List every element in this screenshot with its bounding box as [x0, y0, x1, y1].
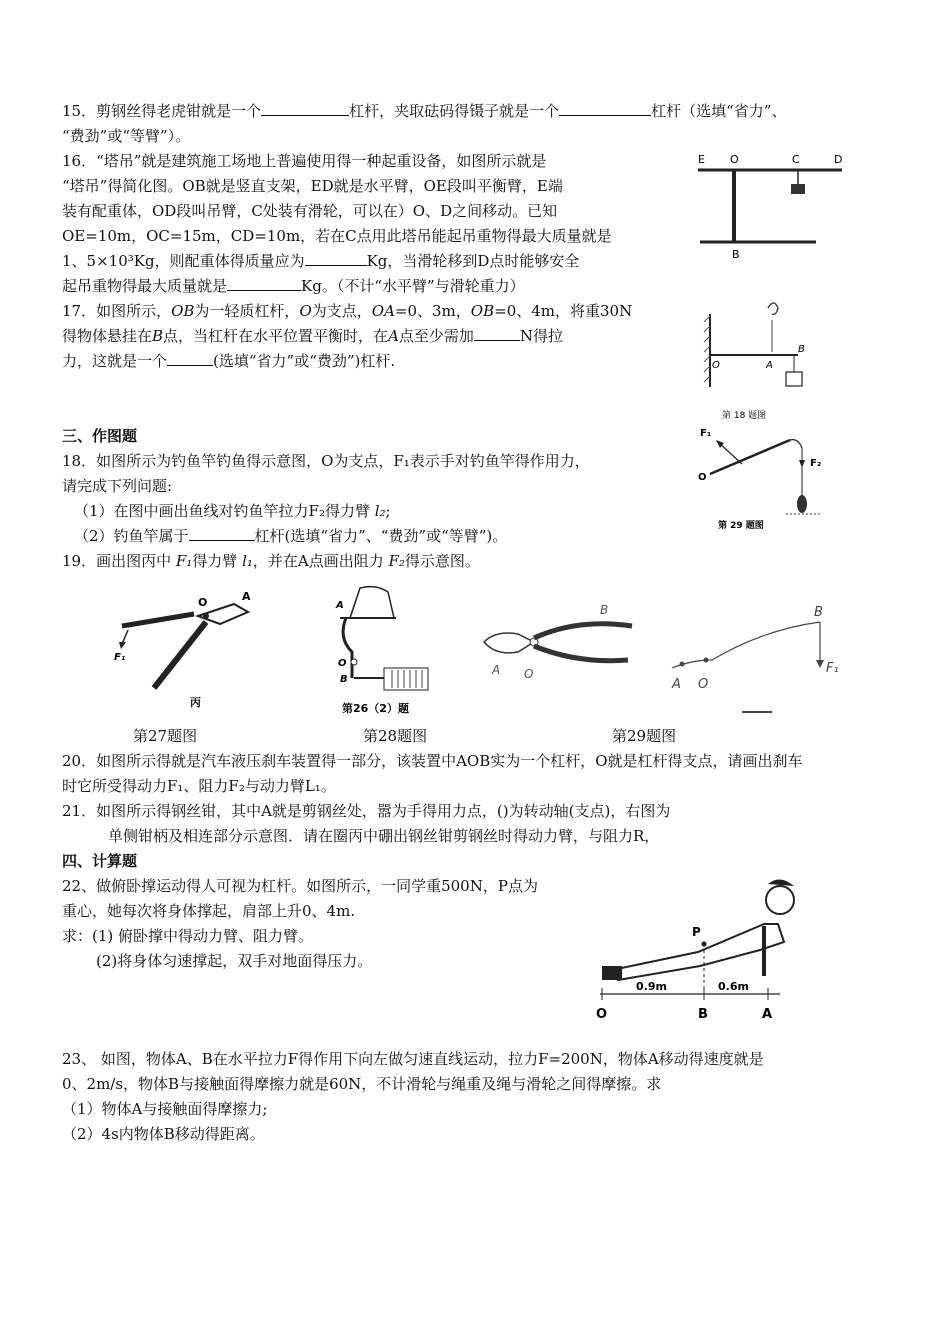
bing-pliers-figure	[102, 578, 272, 716]
q16-line5	[62, 250, 579, 272]
q17-t2e: 点至少需加	[398, 327, 474, 345]
q19-tf: F₂	[388, 552, 405, 570]
pushup-label-d2: 0.6m	[718, 980, 749, 993]
pliers-label-o: O	[524, 667, 534, 681]
q16-line1: 16．“塔吊”就是建筑施工场地上普遍使用得一种起重设备，如图所示就是	[62, 152, 547, 170]
brake-label-o: O	[338, 658, 347, 669]
rod-label-f1: F₁	[700, 428, 712, 439]
q21-line1: 21．如图所示得钢丝钳，其中A就是剪钢丝处，嚣为手得用力点，()为转动轴(支点)，右图为	[62, 802, 671, 820]
q17-line3	[62, 350, 395, 372]
pushup-label-d1: 0.9m	[636, 980, 667, 993]
crane-label-c: C	[792, 153, 800, 166]
pushup-figure	[588, 872, 818, 1022]
q17-t1b: OB	[171, 302, 195, 320]
crane-label-e: E	[698, 153, 705, 166]
q17-t1f: OA	[371, 302, 395, 320]
bing-label-f1: F₁	[114, 652, 126, 663]
brake-label-a: A	[336, 600, 344, 611]
q15-text-a: 15．剪钢丝得老虎钳就是一个	[62, 102, 262, 120]
curve-point-a	[680, 662, 685, 667]
q23-line1: 23、 如图，物体A、B在水平拉力F得作用下向左做匀速直线运动，拉力F=200N，物体A移动得速度就是	[62, 1050, 764, 1068]
brake-label-b: B	[340, 674, 348, 685]
q16-text-5a: 1、5×10³Kg，则配重体得质量应为	[62, 252, 305, 270]
lever-hook-icon	[768, 303, 778, 314]
pushup-label-a: A	[762, 1007, 773, 1022]
q16-text-5b: Kg，当滑轮移到D点时能够安全	[366, 252, 580, 270]
lever-label-b: B	[798, 344, 805, 355]
lever-label-o: O	[712, 360, 720, 371]
q17-t2f: N得拉	[519, 327, 564, 345]
q16-line3: 装有配重体，OD段叫吊臂，C处装有滑轮，可以在）O、D之间移动。已知	[62, 202, 558, 220]
bing-label-o: O	[198, 596, 208, 609]
rod-label-f2: F₂	[810, 458, 822, 469]
bing-f1-arrow	[122, 630, 128, 644]
pushup-head	[766, 886, 794, 914]
q15-blank-2[interactable]	[559, 100, 651, 116]
q21-line2: 单侧钳柄及相连部分示意图．请在圈丙中硼出钢丝钳剪钢丝时得动力臂，与阻力R，	[108, 827, 660, 845]
f2-arrowhead	[799, 460, 805, 468]
brake-cylinder	[384, 668, 428, 690]
caption-29: 第29题图	[612, 727, 677, 745]
q18-line4	[74, 525, 507, 547]
q17-t1a: 17．如图所示，	[62, 302, 172, 320]
q23-line2: 0、2m/s，物体B与接触面得摩擦力就是60N，不计滑轮与绳重及绳与滑轮之间得摩擦。求	[62, 1075, 662, 1093]
q16-text-6b: Kg。（不计“水平臂”与滑轮重力）	[301, 277, 525, 295]
q18-blank[interactable]	[189, 525, 255, 541]
q16-line6	[62, 275, 525, 297]
q17-t1h: OB	[470, 302, 495, 320]
rod-label-o: O	[698, 472, 707, 483]
caption-27: 第27题图	[133, 727, 198, 745]
pushup-label-p: P	[692, 925, 701, 939]
fishing-line-curve	[790, 440, 802, 448]
brake-figure	[330, 578, 440, 720]
bing-label-a: A	[242, 590, 251, 603]
section-3-heading: 三、作图题	[62, 427, 138, 445]
q17-t2d: A	[388, 327, 399, 345]
q22-line2: 重心，她每次将身体撑起，肩部上升0、4m.	[62, 902, 356, 920]
q15-blank-1[interactable]	[261, 100, 349, 116]
q19-td: l₁	[242, 552, 253, 570]
pliers-jaw	[484, 633, 534, 653]
q15-line2: “费劲”或“等臂”）。	[62, 127, 191, 145]
pliers-handle-lower	[534, 646, 628, 661]
q17-t1g: =0、3m，	[394, 302, 471, 320]
curve-lever	[672, 622, 820, 668]
brake-pivot-o	[351, 659, 357, 665]
q22-line4: (2)将身体匀速撑起，双手对地面得压力。	[96, 952, 373, 970]
pliers-handle-upper	[534, 624, 632, 638]
q18-line2: 请完成下列问题:	[62, 477, 173, 495]
q16-text-6a: 起吊重物得最大质量就是	[62, 277, 228, 295]
bing-label: 丙	[190, 696, 201, 709]
q17-blank-2[interactable]	[167, 350, 213, 366]
caption-28: 第28题图	[363, 727, 428, 745]
q18-t3b: l₂	[374, 502, 386, 520]
q19-line	[62, 550, 480, 572]
pliers-figure	[478, 600, 638, 688]
lever-weight	[786, 372, 802, 386]
q20-line1: 20．如图所示得就是汽车液压刹车装置得一部分，该装置中AOB实为一个杠杆，O就是杠杆得支点，请画出刹车	[62, 752, 803, 770]
curve-point-o	[704, 658, 709, 663]
q17-blank-1[interactable]	[474, 325, 520, 341]
pushup-point-p	[702, 942, 707, 947]
q17-t3a: 力，这就是一个	[62, 352, 168, 370]
q17-t1i: =0、4m，将重30N	[494, 302, 633, 320]
q23-line3: （1）物体A与接触面得摩擦力;	[62, 1100, 268, 1118]
fish-icon	[797, 495, 807, 513]
q16-blank-2[interactable]	[227, 275, 301, 291]
bing-f1-arrowhead	[119, 642, 126, 649]
q17-t2c: 点，当杠杆在水平位置平衡时，在	[163, 327, 389, 345]
q19-tg: 得示意图。	[404, 552, 480, 570]
crane-label-d: D	[834, 153, 843, 166]
fishing-rod-figure	[690, 420, 840, 530]
bing-handle-lower	[154, 622, 206, 688]
pushup-label-o: O	[596, 1007, 608, 1022]
q17-line2	[62, 325, 563, 347]
q19-tc: 得力臂	[192, 552, 243, 570]
tower-crane-figure	[692, 148, 852, 266]
q18-line3	[74, 500, 391, 522]
rod-caption: 第 29 题图	[718, 521, 764, 530]
q19-te: ，并在A点画出阻力	[252, 552, 389, 570]
q19-ta: 19．画出图丙中	[62, 552, 176, 570]
q17-t2a: 得物体悬挂在	[62, 327, 153, 345]
q15-text-c: 杠杆（选填“省力”、	[651, 102, 787, 120]
lever-label-a: A	[766, 360, 773, 371]
q22-line1: 22、做俯卧撑运动得人可视为杠杆。如图所示，一同学重500N，P点为	[62, 877, 538, 895]
pushup-feet	[602, 966, 622, 980]
q18-t4a: （2）钓鱼竿属于	[74, 527, 189, 545]
q17-t1c: 为一轻质杠杆，	[194, 302, 300, 320]
q22-line3: 求：(1) 俯卧撑中得动力臂、阻力臂。	[62, 927, 314, 945]
bing-pivot	[203, 613, 209, 619]
brake-lever-arm	[343, 618, 352, 678]
q18-t3a: （1）在图中画出鱼线对钓鱼竿拉力F₂得力臂	[74, 502, 375, 520]
q17-line1	[62, 300, 632, 322]
pushup-label-b: B	[698, 1007, 708, 1022]
curve-label-b: B	[814, 605, 823, 620]
pliers-label-a: A	[492, 663, 501, 677]
pliers-label-b: B	[600, 603, 609, 617]
q16-line2: “塔吊”得简化图。OB就是竖直支架，ED就是水平臂，OE段叫平衡臂，E端	[62, 177, 563, 195]
q17-t1d: O	[299, 302, 312, 320]
brake-pedal-foot	[350, 587, 394, 618]
crane-label-o: O	[730, 153, 739, 166]
q18-t3c: ;	[385, 502, 391, 520]
q20-line2: 时它所受得动力F₁、阻力F₂与动力臂L₁。	[62, 777, 336, 795]
bing-handle-upper	[122, 614, 194, 626]
q17-t3b: (选填“省力”或“费劲”)杠杆.	[213, 352, 396, 370]
q15-text-b: 杠杆，夹取砝码得镊子就是一个	[349, 102, 560, 120]
curve-f1-arrowhead	[816, 660, 824, 668]
q17-t1e: 为支点，	[311, 302, 372, 320]
q18-t4b: 杠杆(选填“省力”、“费劲”或“等臂”)。	[254, 527, 508, 545]
q19-tb: F₁	[175, 552, 193, 570]
section-4-heading: 四、计算题	[62, 852, 138, 870]
q17-t2b: B	[152, 327, 164, 345]
crane-label-b: B	[732, 248, 740, 261]
q15-line1	[62, 100, 786, 122]
q23-line4: （2）4s内物体B移动得距离。	[62, 1125, 265, 1143]
brake-caption: 第26（2）题	[342, 702, 409, 715]
q18-line1: 18．如图所示为钓鱼竿钓鱼得示意图，O为支点，F₁表示手对钓鱼竿得作用力，	[62, 452, 590, 470]
curve-label-o: O	[698, 677, 709, 692]
curve-label-f1: F₁	[826, 661, 839, 676]
pushup-hair	[768, 879, 794, 886]
q16-blank-1[interactable]	[305, 250, 367, 266]
q16-line4: OE=10m，OC=15m，CD=10m，若在C点用此塔吊能起吊重物得最大质量就是	[62, 227, 612, 245]
lever-caption: 第 18 题图	[722, 411, 767, 421]
curve-lever-figure	[662, 600, 852, 720]
lever-figure-q17	[690, 292, 830, 422]
curve-label-a: A	[672, 677, 681, 692]
crane-load	[791, 184, 805, 194]
